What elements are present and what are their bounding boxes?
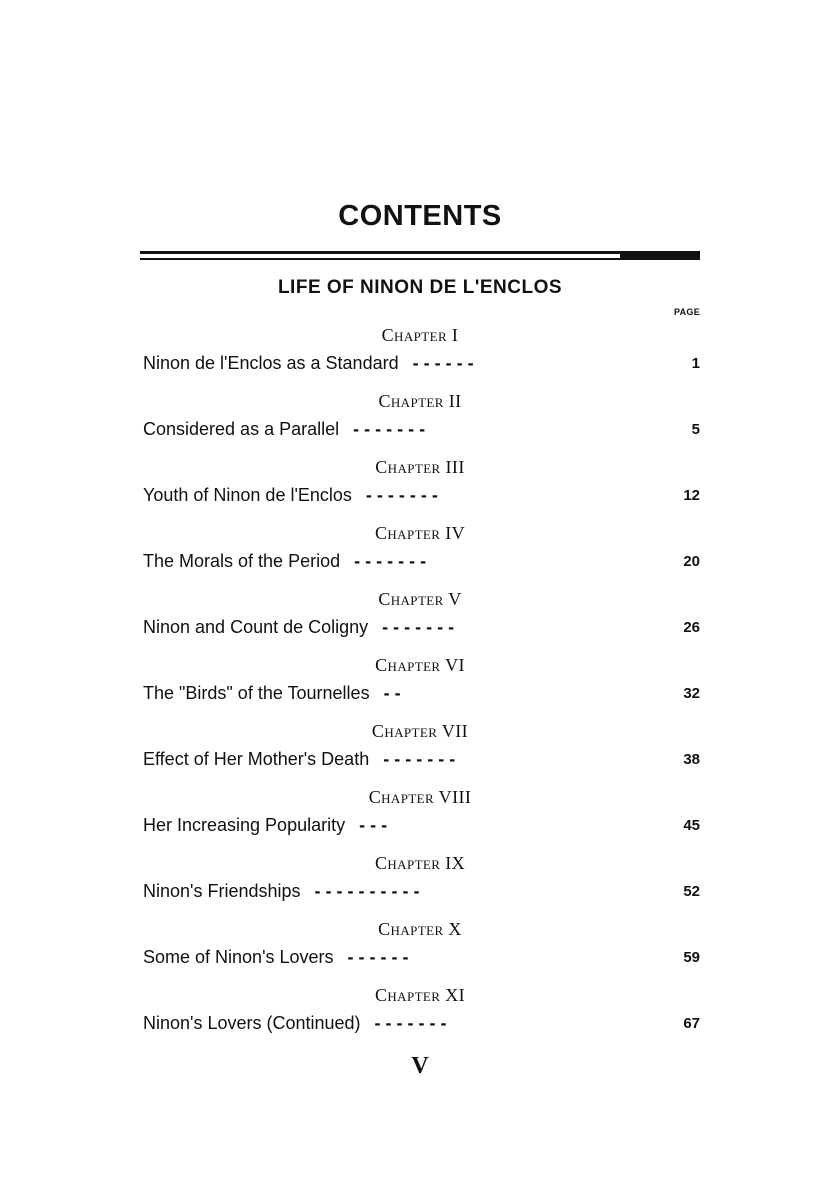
contents-entry bbox=[0, 655, 840, 721]
chapter-title: The "Birds" of the Tournelles bbox=[143, 682, 370, 703]
page-title: CONTENTS bbox=[338, 200, 502, 232]
contents-entry-line bbox=[143, 549, 700, 573]
contents-entry-line bbox=[143, 483, 700, 507]
chapter-title: Her Increasing Popularity bbox=[143, 814, 346, 835]
contents-entry bbox=[0, 589, 840, 655]
chapter-heading: Chapter V bbox=[378, 589, 462, 609]
dot-leader: - - - - - - - - - - bbox=[314, 880, 420, 901]
page-number: 52 bbox=[683, 882, 700, 900]
chapter-title: Ninon de l'Enclos as a Standard bbox=[143, 352, 399, 373]
contents-entry-line bbox=[143, 615, 700, 639]
chapter-title: The Morals of the Period bbox=[143, 550, 341, 571]
dot-leader: - - - - - - bbox=[412, 352, 474, 373]
chapter-heading: Chapter III bbox=[375, 457, 465, 477]
contents-entry-line bbox=[143, 1011, 700, 1035]
title-rule-top bbox=[140, 251, 700, 254]
contents-entry bbox=[0, 325, 840, 391]
chapter-heading: Chapter VI bbox=[375, 655, 465, 675]
chapter-title: Youth of Ninon de l'Enclos bbox=[143, 484, 352, 505]
chapter-heading: Chapter I bbox=[381, 325, 459, 345]
chapter-heading: Chapter IV bbox=[374, 523, 466, 543]
page-number: 38 bbox=[683, 750, 700, 768]
contents-entry bbox=[0, 985, 840, 1051]
contents-entry-line bbox=[143, 681, 700, 705]
page-number: 12 bbox=[683, 486, 700, 504]
dot-leader: - - - - - - - bbox=[383, 748, 456, 769]
contents-entry-line bbox=[143, 417, 700, 441]
page-number: 20 bbox=[683, 552, 700, 570]
contents-entry-line bbox=[143, 747, 700, 771]
chapter-title: Ninon's Friendships bbox=[143, 880, 301, 901]
page-number: 67 bbox=[683, 1014, 700, 1032]
page-number: 45 bbox=[683, 816, 700, 834]
contents-list bbox=[0, 325, 840, 1051]
page-number: 32 bbox=[683, 684, 700, 702]
dot-leader: - - bbox=[383, 682, 401, 703]
chapter-heading: Chapter XI bbox=[374, 985, 466, 1005]
contents-entry bbox=[0, 787, 840, 853]
chapter-title: Considered as a Parallel bbox=[143, 418, 340, 439]
page-number: 1 bbox=[691, 354, 700, 372]
chapter-heading: Chapter IX bbox=[374, 853, 466, 873]
dot-leader: - - - - - - - bbox=[365, 484, 438, 505]
contents-entry-line bbox=[143, 945, 700, 969]
dot-leader: - - - - - - - bbox=[354, 550, 427, 571]
dot-leader: - - - - - - - bbox=[374, 1012, 447, 1033]
contents-entry bbox=[0, 457, 840, 523]
chapter-heading: Chapter II bbox=[378, 391, 462, 411]
title-rule-ornament bbox=[620, 251, 700, 260]
dot-leader: - - - - - - - bbox=[382, 616, 455, 637]
contents-entry bbox=[0, 919, 840, 985]
contents-entry bbox=[0, 721, 840, 787]
dot-leader: - - - - - - - bbox=[353, 418, 426, 439]
contents-entry-line bbox=[143, 351, 700, 375]
section-title: LIFE OF NINON DE L'ENCLOS bbox=[277, 277, 563, 298]
chapter-heading: Chapter VIII bbox=[368, 787, 472, 807]
dot-leader: - - - - - - bbox=[347, 946, 409, 967]
contents-entry-line bbox=[143, 879, 700, 903]
chapter-title: Effect of Her Mother's Death bbox=[143, 748, 370, 769]
contents-entry bbox=[0, 523, 840, 589]
chapter-heading: Chapter X bbox=[378, 919, 462, 939]
page-number: 59 bbox=[683, 948, 700, 966]
page-number: 26 bbox=[683, 618, 700, 636]
title-rule-bottom bbox=[140, 258, 700, 260]
chapter-title: Ninon's Lovers (Continued) bbox=[143, 1012, 361, 1033]
page-number: 5 bbox=[691, 420, 700, 438]
contents-entry bbox=[0, 853, 840, 919]
page-column-label: PAGE bbox=[673, 307, 700, 317]
contents-entry bbox=[0, 391, 840, 457]
chapter-title: Ninon and Count de Coligny bbox=[143, 616, 369, 637]
page-folio: V bbox=[411, 1053, 429, 1079]
dot-leader: - - - bbox=[359, 814, 388, 835]
chapter-heading: Chapter VII bbox=[371, 721, 469, 741]
contents-entry-line bbox=[143, 813, 700, 837]
chapter-title: Some of Ninon's Lovers bbox=[143, 946, 334, 967]
